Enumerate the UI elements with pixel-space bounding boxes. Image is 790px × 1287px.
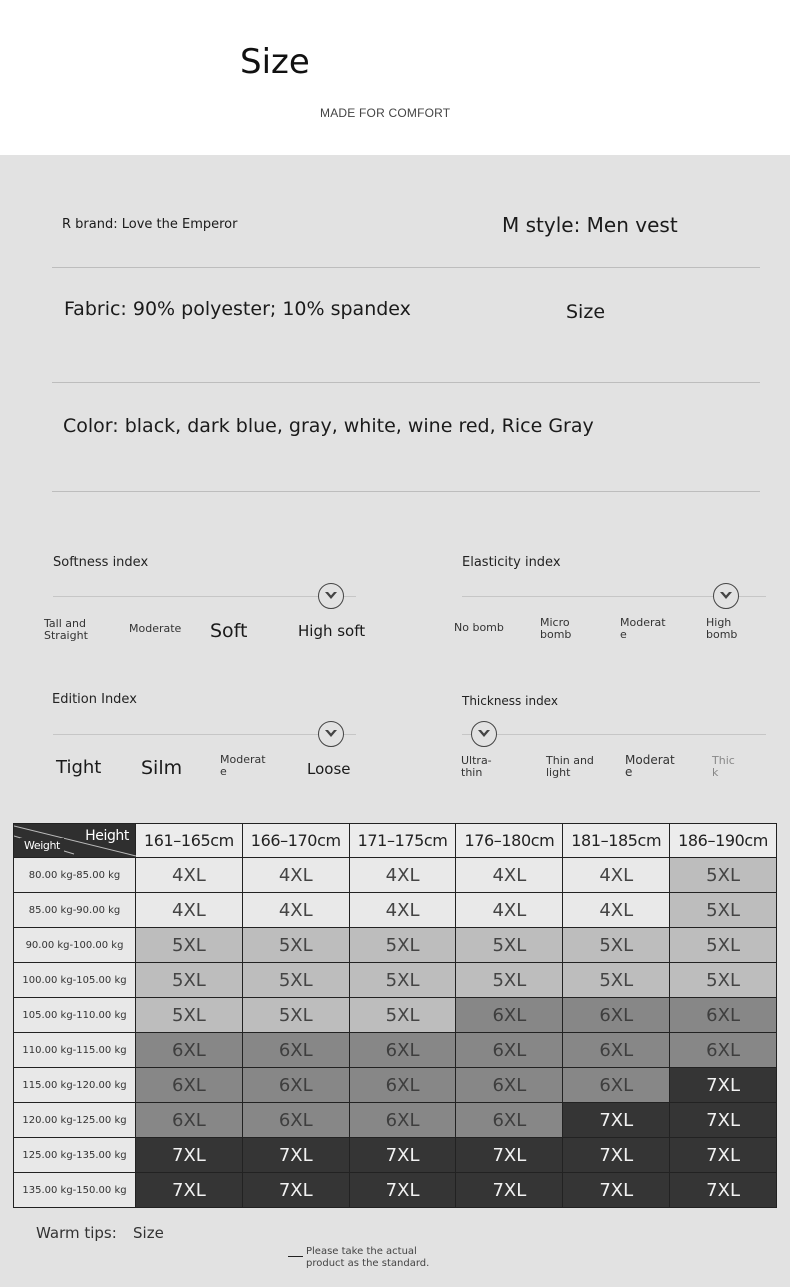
softness-option: High soft xyxy=(298,622,366,640)
size-cell: 7XL xyxy=(242,1173,349,1208)
brand-text: R brand: Love the Emperor xyxy=(62,217,238,232)
table-row xyxy=(14,1173,777,1208)
height-header: 186–190cm xyxy=(670,824,777,858)
size-cell: 5XL xyxy=(242,963,349,998)
size-cell: 6XL xyxy=(136,1033,243,1068)
size-cell: 6XL xyxy=(349,1103,456,1138)
size-cell: 7XL xyxy=(456,1173,563,1208)
elasticity-option: Micro bomb xyxy=(540,616,572,641)
size-cell: 4XL xyxy=(136,858,243,893)
elasticity-option: High bomb xyxy=(706,616,738,641)
tips-size: Size xyxy=(133,1224,164,1242)
size-cell: 7XL xyxy=(670,1138,777,1173)
softness-option: Tall and Straight xyxy=(44,617,88,642)
size-cell: 6XL xyxy=(563,998,670,1033)
size-cell: 6XL xyxy=(242,1068,349,1103)
size-cell: 6XL xyxy=(456,1033,563,1068)
elasticity-option: No bomb xyxy=(454,621,504,634)
weight-cell: 105.00 kg-110.00 kg xyxy=(14,998,136,1033)
size-cell: 5XL xyxy=(670,928,777,963)
table-row xyxy=(14,858,777,893)
size-cell: 6XL xyxy=(563,1033,670,1068)
size-cell: 5XL xyxy=(242,928,349,963)
size-cell: 7XL xyxy=(670,1103,777,1138)
weight-cell: 100.00 kg-105.00 kg xyxy=(14,963,136,998)
table-row xyxy=(14,893,777,928)
size-cell: 4XL xyxy=(349,858,456,893)
size-cell: 6XL xyxy=(242,1103,349,1138)
table-header-row xyxy=(14,824,777,858)
weight-cell: 125.00 kg-135.00 kg xyxy=(14,1138,136,1173)
size-table xyxy=(13,823,777,1208)
softness-index-title: Softness index xyxy=(53,555,149,570)
height-header: 176–180cm xyxy=(456,824,563,858)
height-label: Height xyxy=(85,828,129,844)
size-cell: 5XL xyxy=(456,963,563,998)
edition-index-title: Edition Index xyxy=(52,692,137,707)
size-cell: 6XL xyxy=(136,1068,243,1103)
edition-option: Loose xyxy=(307,760,351,778)
size-cell: 5XL xyxy=(563,928,670,963)
size-cell: 6XL xyxy=(670,1033,777,1068)
size-cell: 5XL xyxy=(349,998,456,1033)
divider xyxy=(52,382,760,383)
size-cell: 7XL xyxy=(242,1138,349,1173)
softness-track xyxy=(53,596,356,597)
divider xyxy=(52,491,760,492)
table-row xyxy=(14,963,777,998)
thickness-option: Thin and light xyxy=(546,754,594,779)
size-cell: 7XL xyxy=(563,1103,670,1138)
size-cell: 7XL xyxy=(563,1173,670,1208)
size-cell: 7XL xyxy=(563,1138,670,1173)
fabric-size-text: Size xyxy=(566,301,606,323)
weight-cell: 120.00 kg-125.00 kg xyxy=(14,1103,136,1138)
chevron-down-circle-icon[interactable] xyxy=(713,583,739,609)
size-cell: 6XL xyxy=(670,998,777,1033)
size-cell: 6XL xyxy=(456,1068,563,1103)
page-subtitle: MADE FOR COMFORT xyxy=(320,106,451,120)
elasticity-option: Moderat e xyxy=(620,616,666,641)
page-title: Size xyxy=(240,42,310,82)
size-cell: 4XL xyxy=(242,858,349,893)
edition-track xyxy=(53,734,356,735)
size-cell: 6XL xyxy=(456,1103,563,1138)
size-cell: 4XL xyxy=(563,858,670,893)
size-cell: 4XL xyxy=(136,893,243,928)
thickness-option: Thic k xyxy=(712,754,735,779)
table-row xyxy=(14,998,777,1033)
size-cell: 7XL xyxy=(349,1173,456,1208)
size-cell: 5XL xyxy=(670,858,777,893)
size-cell: 7XL xyxy=(136,1138,243,1173)
size-cell: 7XL xyxy=(670,1173,777,1208)
size-cell: 5XL xyxy=(242,998,349,1033)
size-cell: 6XL xyxy=(456,998,563,1033)
height-header: 166–170cm xyxy=(242,824,349,858)
weight-cell: 135.00 kg-150.00 kg xyxy=(14,1173,136,1208)
size-cell: 5XL xyxy=(349,963,456,998)
size-cell: 4XL xyxy=(563,893,670,928)
chevron-down-circle-icon[interactable] xyxy=(471,721,497,747)
header xyxy=(0,0,790,155)
thickness-track xyxy=(462,734,766,735)
height-header: 181–185cm xyxy=(563,824,670,858)
height-header: 161–165cm xyxy=(136,824,243,858)
weight-cell: 115.00 kg-120.00 kg xyxy=(14,1068,136,1103)
height-header: 171–175cm xyxy=(349,824,456,858)
elasticity-index-title: Elasticity index xyxy=(462,555,561,570)
edition-option: Silm xyxy=(141,757,183,779)
tips-note: Please take the actual product as the standard. xyxy=(306,1246,430,1269)
size-cell: 7XL xyxy=(456,1138,563,1173)
softness-option: Moderate xyxy=(129,622,182,635)
size-cell: 5XL xyxy=(456,928,563,963)
thickness-index-title: Thickness index xyxy=(462,694,558,708)
size-cell: 7XL xyxy=(136,1173,243,1208)
thickness-option: Ultra- thin xyxy=(461,754,492,779)
edition-option: Tight xyxy=(56,757,102,778)
style-text: M style: Men vest xyxy=(502,213,678,237)
color-text: Color: black, dark blue, gray, white, wine red, Rice Gray xyxy=(63,415,594,437)
size-cell: 5XL xyxy=(136,963,243,998)
weight-cell: 110.00 kg-115.00 kg xyxy=(14,1033,136,1068)
divider xyxy=(52,267,760,268)
fabric-text: Fabric: 90% polyester; 10% spandex xyxy=(64,298,411,320)
thickness-option: Moderat e xyxy=(625,753,675,779)
size-cell: 7XL xyxy=(670,1068,777,1103)
weight-cell: 90.00 kg-100.00 kg xyxy=(14,928,136,963)
size-cell: 5XL xyxy=(136,928,243,963)
size-cell: 5XL xyxy=(670,963,777,998)
size-cell: 4XL xyxy=(456,858,563,893)
softness-option: Soft xyxy=(210,620,248,642)
size-cell: 5XL xyxy=(349,928,456,963)
table-row xyxy=(14,1103,777,1138)
chevron-down-circle-icon[interactable] xyxy=(318,583,344,609)
size-cell: 4XL xyxy=(456,893,563,928)
edition-option: Moderat e xyxy=(220,753,266,778)
chevron-down-circle-icon[interactable] xyxy=(318,721,344,747)
table-row xyxy=(14,1138,777,1173)
size-cell: 6XL xyxy=(136,1103,243,1138)
weight-cell: 80.00 kg-85.00 kg xyxy=(14,858,136,893)
table-row xyxy=(14,1033,777,1068)
table-row xyxy=(14,1068,777,1103)
size-cell: 5XL xyxy=(136,998,243,1033)
dash-icon xyxy=(288,1256,303,1257)
size-cell: 6XL xyxy=(349,1068,456,1103)
weight-label: Weight xyxy=(20,838,64,853)
size-cell: 6XL xyxy=(563,1068,670,1103)
size-cell: 6XL xyxy=(242,1033,349,1068)
weight-cell: 85.00 kg-90.00 kg xyxy=(14,893,136,928)
size-cell: 4XL xyxy=(349,893,456,928)
tips-label: Warm tips: xyxy=(36,1224,117,1242)
table-row xyxy=(14,928,777,963)
size-cell: 5XL xyxy=(563,963,670,998)
table-corner xyxy=(14,824,136,858)
size-cell: 6XL xyxy=(349,1033,456,1068)
size-cell: 4XL xyxy=(242,893,349,928)
size-cell: 7XL xyxy=(349,1138,456,1173)
size-cell: 5XL xyxy=(670,893,777,928)
